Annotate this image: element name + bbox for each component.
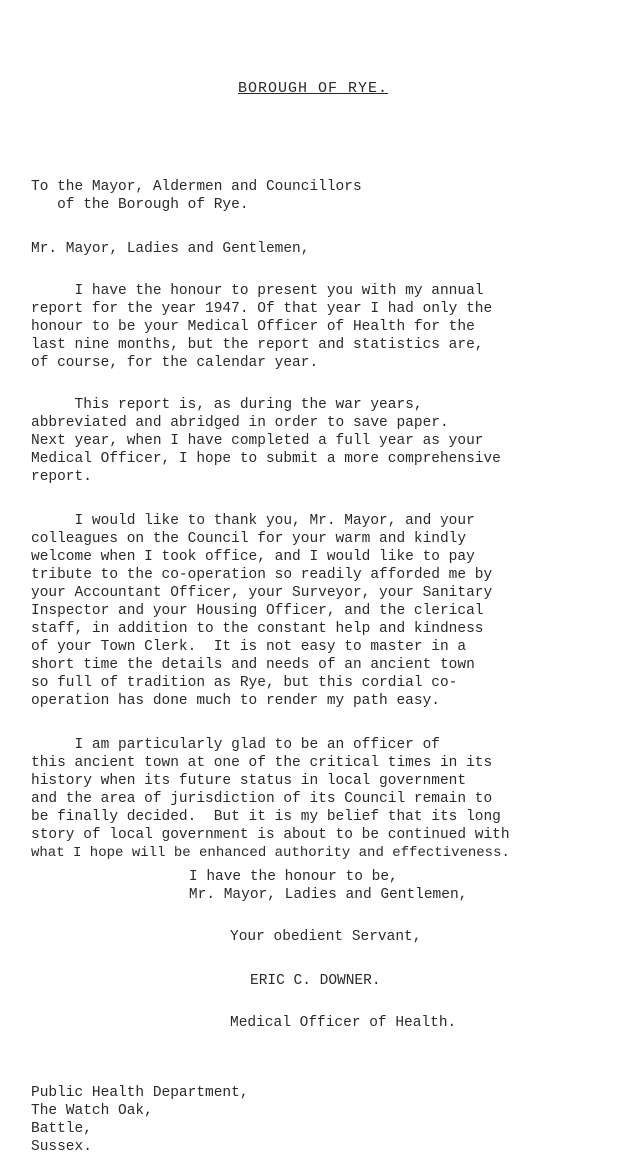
- paragraph-3-line: tribute to the co-operation so readily afforded me by: [31, 567, 493, 583]
- paragraph-3-line: operation has done much to render my path easy.: [31, 693, 440, 709]
- paragraph-1-line: of course, for the calendar year.: [31, 355, 319, 371]
- address-line-1: To the Mayor, Aldermen and Councillors: [31, 179, 362, 195]
- paragraph-4-line: I am particularly glad to be an officer of: [31, 737, 440, 753]
- paragraph-2-line: abbreviated and abridged in order to save paper.: [31, 415, 449, 431]
- address-line-2: of the Borough of Rye.: [31, 197, 249, 213]
- paragraph-1-line: honour to be your Medical Officer of Health for the: [31, 319, 475, 335]
- paragraph-3-line: staff, in addition to the constant help and kindness: [31, 621, 484, 637]
- paragraph-4-line: be finally decided. But it is my belief that its long: [31, 809, 501, 825]
- paragraph-4-line: story of local government is about to be continued with: [31, 827, 510, 843]
- paragraph-3-line: Inspector and your Housing Officer, and the clerical: [31, 603, 484, 619]
- salutation: Mr. Mayor, Ladies and Gentlemen,: [31, 241, 310, 257]
- paragraph-3-line: your Accountant Officer, your Surveyor, your Sanitary: [31, 585, 493, 601]
- paragraph-3-line: of your Town Clerk. It is not easy to master in a: [31, 639, 467, 655]
- paragraph-3-line: short time the details and needs of an ancient town: [31, 657, 475, 673]
- signature-position: Medical Officer of Health.: [230, 1015, 457, 1031]
- paragraph-1-line: I have the honour to present you with my annual: [31, 283, 484, 299]
- closing-servant: Your obedient Servant,: [230, 929, 422, 945]
- closing-line-1: I have the honour to be,: [128, 869, 398, 885]
- paragraph-3-line: so full of tradition as Rye, but this cordial co-: [31, 675, 458, 691]
- paragraph-4-line: this ancient town at one of the critical times in its: [31, 755, 493, 771]
- paragraph-2-line: report.: [31, 469, 92, 485]
- office-address-line: Sussex.: [31, 1139, 92, 1155]
- office-address-line: Public Health Department,: [31, 1085, 249, 1101]
- paragraph-3-line: welcome when I took office, and I would like to pay: [31, 549, 475, 565]
- document-title: BOROUGH OF RYE.: [238, 80, 389, 97]
- paragraph-4-line: and the area of jurisdiction of its Council remain to: [31, 791, 493, 807]
- paragraph-3-line: I would like to thank you, Mr. Mayor, and your: [31, 513, 475, 529]
- paragraph-1-line: last nine months, but the report and statistics are,: [31, 337, 484, 353]
- paragraph-1-line: report for the year 1947. Of that year I had only the: [31, 301, 493, 317]
- office-address-line: The Watch Oak,: [31, 1103, 153, 1119]
- office-address-line: Battle,: [31, 1121, 92, 1137]
- closing-line-2: Mr. Mayor, Ladies and Gentlemen,: [128, 887, 468, 903]
- paragraph-2-line: This report is, as during the war years,: [31, 397, 423, 413]
- paragraph-3-line: colleagues on the Council for your warm and kindly: [31, 531, 467, 547]
- paragraph-4-line: history when its future status in local government: [31, 773, 467, 789]
- signature-name: ERIC C. DOWNER.: [250, 973, 381, 989]
- paragraph-2-line: Medical Officer, I hope to submit a more comprehensive: [31, 451, 501, 467]
- paragraph-2-line: Next year, when I have completed a full year as your: [31, 433, 484, 449]
- paragraph-4-line: what I hope will be enhanced authority and effectiveness.: [31, 845, 510, 861]
